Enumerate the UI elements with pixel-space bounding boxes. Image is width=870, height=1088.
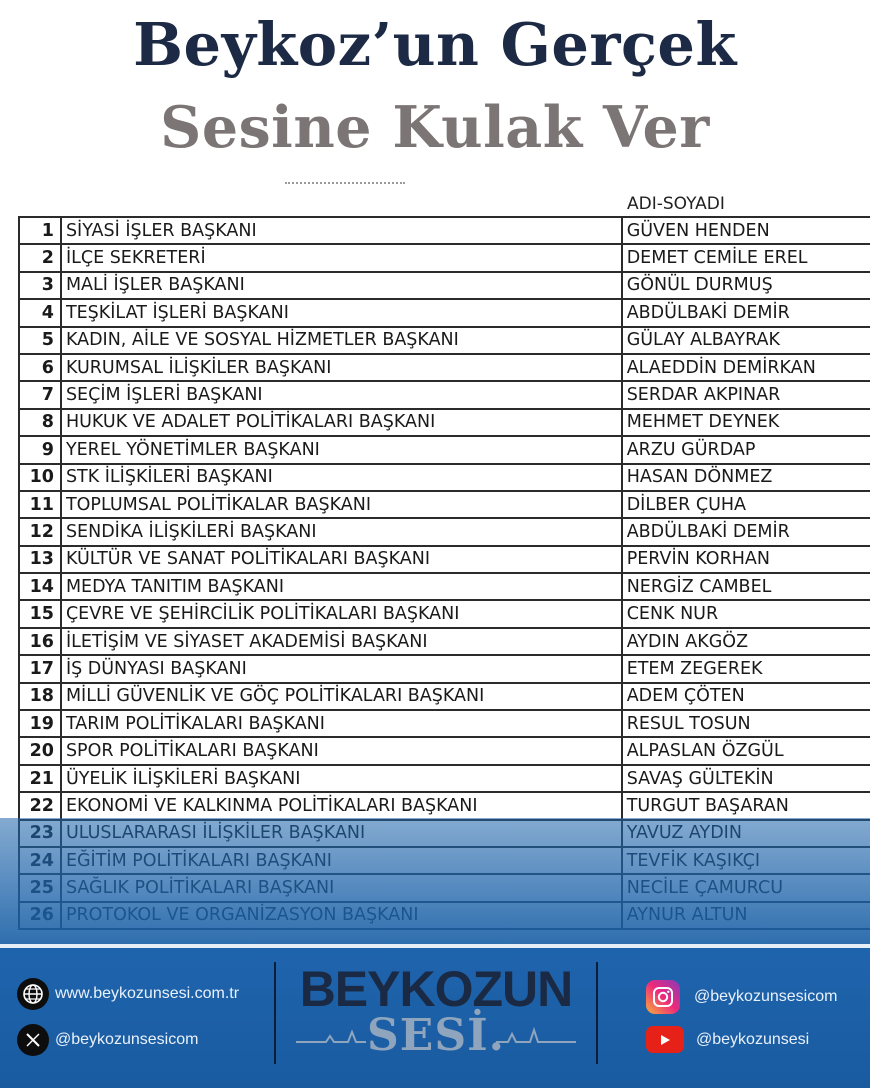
row-role: KURUMSAL İLİŞKİLER BAŞKANI <box>61 354 622 381</box>
row-name: ARZU GÜRDAP <box>622 436 870 463</box>
headline-line-2: Sesine Kulak Ver <box>160 94 710 161</box>
x-link[interactable] <box>17 1024 198 1056</box>
row-name: SERDAR AKPINAR <box>622 381 870 408</box>
table-row <box>19 491 870 518</box>
row-number: 2 <box>19 244 61 271</box>
youtube-link[interactable] <box>646 1026 809 1053</box>
table-row <box>19 573 870 600</box>
row-role: YEREL YÖNETİMLER BAŞKANI <box>61 436 622 463</box>
row-name: ABDÜLBAKİ DEMİR <box>622 518 870 545</box>
footer-divider-left <box>274 962 276 1064</box>
row-role: SEÇİM İŞLERİ BAŞKANI <box>61 381 622 408</box>
row-role: SENDİKA İLİŞKİLERİ BAŞKANI <box>61 518 622 545</box>
table-row <box>19 765 870 792</box>
row-role: MALİ İŞLER BAŞKANI <box>61 272 622 299</box>
scan-artifact <box>285 182 405 185</box>
logo-wordmark-top: BEYKOZUN <box>299 961 573 1017</box>
row-role: ÇEVRE VE ŞEHİRCİLİK POLİTİKALARI BAŞKANI <box>61 600 622 627</box>
website-text: www.beykozunsesi.com.tr <box>55 985 240 1002</box>
row-role: SPOR POLİTİKALARI BAŞKANI <box>61 737 622 764</box>
row-number: 19 <box>19 710 61 737</box>
row-number: 13 <box>19 546 61 573</box>
row-name: DEMET CEMİLE EREL <box>622 244 870 271</box>
table-row <box>19 244 870 271</box>
youtube-icon <box>646 1026 684 1053</box>
row-role: MİLLİ GÜVENLİK VE GÖÇ POLİTİKALARI BAŞKANI <box>61 683 622 710</box>
table-row <box>19 217 870 244</box>
row-number: 22 <box>19 792 61 819</box>
logo-wordmark-bottom: SESİ. <box>367 1010 505 1061</box>
row-number: 12 <box>19 518 61 545</box>
table-row <box>19 354 870 381</box>
row-role: TOPLUMSAL POLİTİKALAR BAŞKANI <box>61 491 622 518</box>
row-number: 20 <box>19 737 61 764</box>
row-role: MEDYA TANITIM BAŞKANI <box>61 573 622 600</box>
table-row <box>19 518 870 545</box>
skyline-icon <box>286 1018 586 1048</box>
table-row <box>19 409 870 436</box>
table-row <box>19 655 870 682</box>
table-row <box>19 436 870 463</box>
globe-icon <box>17 978 49 1010</box>
row-role: HUKUK VE ADALET POLİTİKALARI BAŞKANI <box>61 409 622 436</box>
row-name: PERVİN KORHAN <box>622 546 870 573</box>
row-number: 18 <box>19 683 61 710</box>
youtube-handle-text: @beykozunsesi <box>696 1030 810 1048</box>
x-handle-text: @beykozunsesicom <box>55 1031 199 1048</box>
row-name: GÜLAY ALBAYRAK <box>622 327 870 354</box>
row-role: İLETİŞİM VE SİYASET AKADEMİSİ BAŞKANI <box>61 628 622 655</box>
row-name: MEHMET DEYNEK <box>622 409 870 436</box>
row-name: ALPASLAN ÖZGÜL <box>622 737 870 764</box>
table-row <box>19 546 870 573</box>
row-role: ÜYELİK İLİŞKİLERİ BAŞKANI <box>61 765 622 792</box>
row-name: GÖNÜL DURMUŞ <box>622 272 870 299</box>
table-row <box>19 299 870 326</box>
headline-line-1: Beykoz’un Gerçek <box>133 10 737 79</box>
row-number: 5 <box>19 327 61 354</box>
row-name: AYDIN AKGÖZ <box>622 628 870 655</box>
table-row <box>19 327 870 354</box>
row-number: 3 <box>19 272 61 299</box>
row-role: EKONOMİ VE KALKINMA POLİTİKALARI BAŞKANI <box>61 792 622 819</box>
row-name: ALAEDDİN DEMİRKAN <box>622 354 870 381</box>
row-role: STK İLİŞKİLERİ BAŞKANI <box>61 464 622 491</box>
row-name: CENK NUR <box>622 600 870 627</box>
column-header-name: ADI-SOYADI <box>627 194 725 214</box>
row-number: 4 <box>19 299 61 326</box>
row-name: DİLBER ÇUHA <box>622 491 870 518</box>
row-name: RESUL TOSUN <box>622 710 870 737</box>
row-name: NERGİZ CAMBEL <box>622 573 870 600</box>
row-name: HASAN DÖNMEZ <box>622 464 870 491</box>
beykozun-sesi-logo[interactable] <box>286 960 586 1070</box>
row-number: 10 <box>19 464 61 491</box>
x-logo-icon <box>17 1024 49 1056</box>
row-number: 14 <box>19 573 61 600</box>
table-row <box>19 272 870 299</box>
row-name: GÜVEN HENDEN <box>622 217 870 244</box>
row-role: KÜLTÜR VE SANAT POLİTİKALARI BAŞKANI <box>61 546 622 573</box>
row-number: 21 <box>19 765 61 792</box>
row-role: TARIM POLİTİKALARI BAŞKANI <box>61 710 622 737</box>
row-role: SİYASİ İŞLER BAŞKANI <box>61 217 622 244</box>
row-number: 16 <box>19 628 61 655</box>
row-role: İŞ DÜNYASI BAŞKANI <box>61 655 622 682</box>
row-role: İLÇE SEKRETERİ <box>61 244 622 271</box>
row-role: KADIN, AİLE VE SOSYAL HİZMETLER BAŞKANI <box>61 327 622 354</box>
row-number: 11 <box>19 491 61 518</box>
table-row <box>19 737 870 764</box>
row-number: 9 <box>19 436 61 463</box>
instagram-link[interactable] <box>646 980 837 1014</box>
row-name: TURGUT BAŞARAN <box>622 792 870 819</box>
table-row <box>19 464 870 491</box>
instagram-icon <box>646 980 680 1014</box>
row-name: SAVAŞ GÜLTEKİN <box>622 765 870 792</box>
row-number: 8 <box>19 409 61 436</box>
row-number: 6 <box>19 354 61 381</box>
website-link[interactable] <box>17 978 239 1010</box>
row-name: ABDÜLBAKİ DEMİR <box>622 299 870 326</box>
table-row <box>19 683 870 710</box>
table-row <box>19 792 870 819</box>
instagram-handle-text: @beykozunsesicom <box>694 988 838 1005</box>
table-row <box>19 381 870 408</box>
table-row <box>19 600 870 627</box>
row-name: ETEM ZEGEREK <box>622 655 870 682</box>
row-number: 17 <box>19 655 61 682</box>
row-name: ADEM ÇÖTEN <box>622 683 870 710</box>
row-number: 7 <box>19 381 61 408</box>
row-role: TEŞKİLAT İŞLERİ BAŞKANI <box>61 299 622 326</box>
page-header <box>0 0 870 182</box>
blue-fade-overlay <box>0 818 870 950</box>
table-row <box>19 710 870 737</box>
row-number: 15 <box>19 600 61 627</box>
table-row <box>19 628 870 655</box>
footer-divider-right <box>596 962 598 1064</box>
row-number: 1 <box>19 217 61 244</box>
